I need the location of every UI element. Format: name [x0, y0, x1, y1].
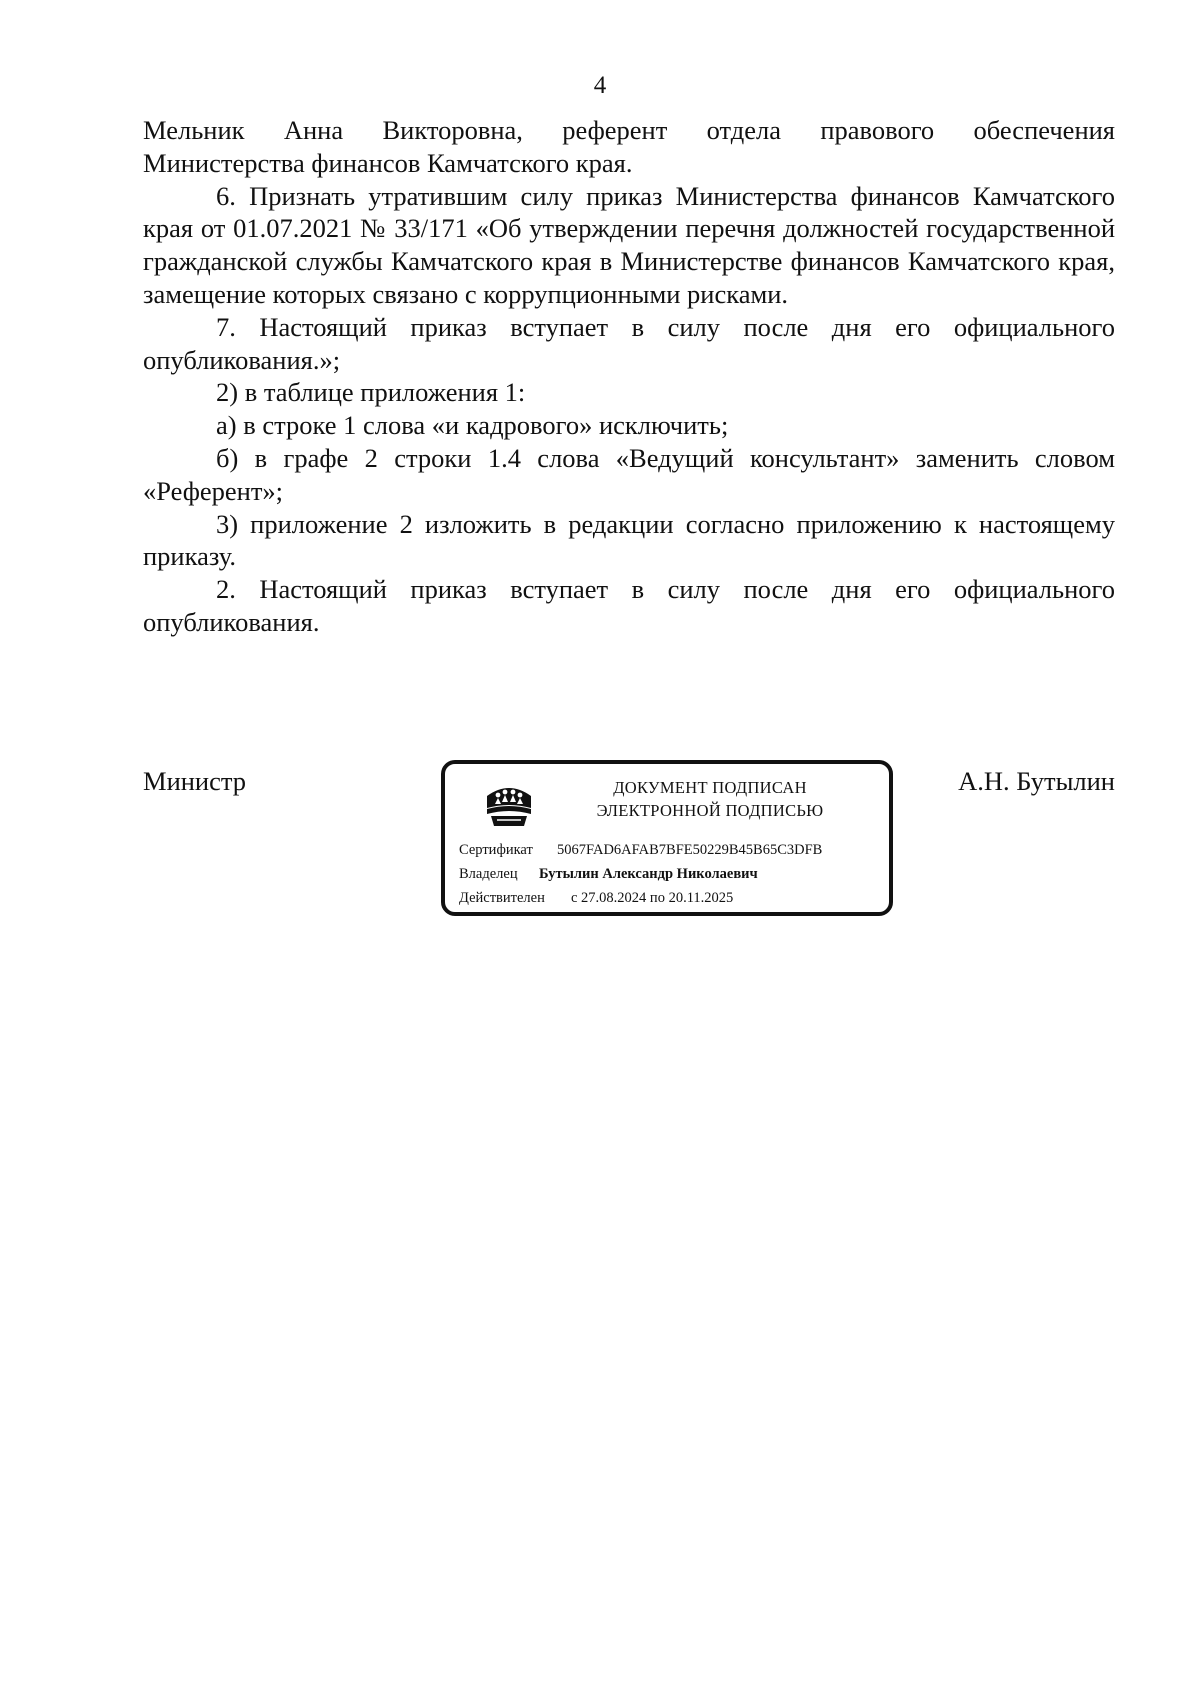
document-body [143, 114, 1115, 639]
validity-label: Действителен [459, 890, 545, 906]
stamp-heading-line-2: ЭЛЕКТРОННОЙ ПОДПИСЬЮ [596, 801, 824, 820]
signature-block [143, 760, 1115, 920]
paragraph-continuation-end: Министерства финансов Камчатского края. [143, 147, 633, 178]
certificate-value: 5067FAD6AFAB7BFE50229B45B65C3DFB [557, 842, 823, 858]
paragraph-item-7: 7. Настоящий приказ вступает в силу после дня его официального опубликования.»; [143, 311, 1115, 375]
validity-row [459, 890, 733, 907]
signatory-title: Министр [143, 766, 247, 796]
certificate-row [459, 842, 822, 859]
coat-of-arms-icon [483, 778, 535, 830]
stamp-heading [545, 776, 875, 822]
paragraph-continuation-line: Мельник Анна Викторовна, референт отдела правового обеспечения [143, 115, 1115, 145]
validity-value: с 27.08.2024 по 20.11.2025 [571, 890, 734, 906]
certificate-label: Сертификат [459, 842, 533, 858]
owner-value: Бутылин Александр Николаевич [539, 866, 758, 882]
electronic-signature-stamp [441, 760, 893, 916]
paragraph-subitem-b: б) в графе 2 строки 1.4 слова «Ведущий консультант» заменить словом «Референт»; [143, 442, 1115, 506]
paragraph-item-6: 6. Признать утратившим силу приказ Министерства финансов Камчатского края от 01.07.2021 № 33/171 «Об утверждении перечня должностей государственной гражданской службы Камчатского края в Министерстве финансов Камчатского края, замещение которых связано с коррупционными рисками. [143, 180, 1115, 309]
paragraph-subitem-2: 2) в таблице приложения 1: [216, 377, 526, 408]
signatory-name: А.Н. Бутылин [958, 766, 1115, 796]
paragraph-item-2: 2. Настоящий приказ вступает в силу после дня его официального опубликования. [143, 574, 1115, 637]
paragraph-subitem-a: а) в строке 1 слова «и кадрового» исключить; [216, 410, 729, 441]
owner-label: Владелец [459, 866, 518, 882]
page-number: 4 [593, 72, 607, 99]
owner-row [459, 866, 758, 883]
stamp-heading-line-1: ДОКУМЕНТ ПОДПИСАН [613, 778, 807, 797]
paragraph-subitem-3: 3) приложение 2 изложить в редакции согласно приложению к настоящему приказу. [143, 508, 1115, 572]
